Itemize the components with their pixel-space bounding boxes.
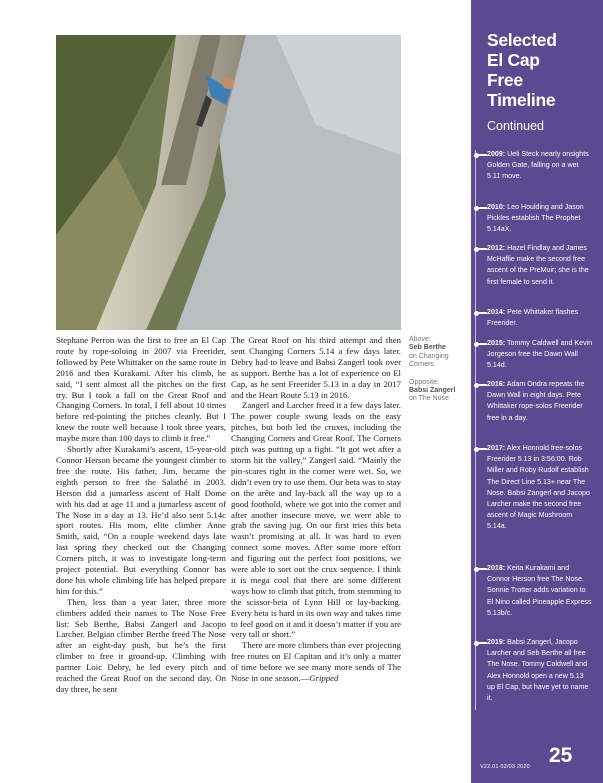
entry-text: Tommy Caldwell and Kevin Jorgeson free the Dawn Wall 5.14d. bbox=[487, 339, 593, 370]
paragraph: Then, less than a year later, three more climbers added their names to The Nose Free list: Seb Berthe, Babsi Zangerl and Jacopo Larcher. Belgian climber Berthe freed The Nose after an eight-day push, but he’s the first climber to free it ground-up. Climbing with partner Loic Debry, he led every pitch and reached the Great Roof on the second day. On day three, he sent bbox=[56, 596, 226, 694]
entry-text: Babsi Zangerl, Jacopo Larcher and Seb Berthe all free The Nose. Tommy Caldwell and Alex Honnold open a new 5.13 up El Cap, but have yet to name it. bbox=[487, 638, 589, 703]
timeline-marker bbox=[475, 207, 487, 209]
timeline-sidebar bbox=[471, 0, 603, 783]
caption-name: Babsi Zangerl bbox=[409, 387, 456, 395]
climbing-photo bbox=[56, 35, 401, 330]
signature: Gripped bbox=[309, 673, 339, 684]
timeline-marker bbox=[475, 154, 487, 156]
timeline-entry bbox=[487, 563, 593, 619]
timeline-marker bbox=[475, 568, 487, 570]
article-column-1 bbox=[56, 335, 226, 695]
paragraph-text: There are more climbers than ever projecting free routes on El Capitan and it’s only a matter of time before we see many more sends of The Nose in one season.— bbox=[231, 640, 401, 684]
title-line: El Cap bbox=[487, 50, 540, 70]
timeline-entry bbox=[487, 149, 593, 183]
timeline-entry bbox=[487, 307, 593, 329]
photo-caption bbox=[409, 336, 465, 413]
title-line: Free bbox=[487, 70, 523, 90]
entry-text: Alex Honnold free-solos Freerider 5.13 in 3:56:00. Rob Miller and Roby Rudolf establish The Direct Line 5.13+ near The Nose. Babsi Zangerl and Jacopo Larcher make the second free ascent of Magic Mushroom 5.14a. bbox=[487, 444, 590, 531]
paragraph: Stephane Perron was the first to free an El Cap route by rope-soloing in 2007 via Freerider, followed by Pete Whittaker on the same route in 2016 and then Kurakami. After his climb, he said, “I sent almost all the pitches on the first try. But I took a fall on the Great Roof and Changing Corners. In total, I fell about 10 times before red-pointing the pitches cleanly. But I knew the route well because I took three years, maybe more than 100 days to climb it free.” bbox=[56, 335, 226, 444]
entry-year: 2017: bbox=[487, 444, 506, 452]
timeline-marker bbox=[475, 448, 487, 450]
caption-text: on Changing Corners bbox=[409, 352, 449, 369]
timeline-marker bbox=[475, 248, 487, 250]
entry-year: 2015: bbox=[487, 339, 506, 347]
caption-name: Seb Berthe bbox=[409, 344, 446, 352]
timeline-marker bbox=[475, 384, 487, 386]
entry-year: 2014: bbox=[487, 308, 506, 316]
caption-label: Above: bbox=[409, 336, 431, 343]
title-line: Timeline bbox=[487, 90, 556, 110]
entry-text: Pete Whittaker flashes Freerider. bbox=[487, 308, 579, 328]
timeline-entry bbox=[487, 338, 593, 372]
timeline-entry bbox=[487, 637, 593, 704]
entry-text: Adam Ondra repeats the Dawn Wall in eight days. Pete Whittaker rope-solos Freerider free in a day. bbox=[487, 380, 585, 422]
entry-year: 2009: bbox=[487, 150, 506, 158]
timeline-entry bbox=[487, 202, 593, 236]
entry-year: 2018: bbox=[487, 564, 506, 572]
entry-year: 2010: bbox=[487, 203, 506, 211]
entry-year: 2016: bbox=[487, 380, 506, 388]
timeline-entry bbox=[487, 379, 593, 424]
entry-text: Ueli Steck nearly onsights Golden Gate, falling on a wet 5.11 move. bbox=[487, 150, 589, 181]
sidebar-subtitle: Continued bbox=[487, 119, 544, 133]
paragraph bbox=[231, 640, 401, 684]
entry-year: 2019: bbox=[487, 638, 506, 646]
timeline-entry bbox=[487, 243, 593, 288]
sidebar-title bbox=[487, 30, 597, 110]
page-number: 25 bbox=[549, 744, 573, 767]
entry-year: 2012: bbox=[487, 244, 506, 252]
title-line: Selected bbox=[487, 30, 557, 50]
timeline-marker bbox=[475, 312, 487, 314]
folio: V22.01 02/03 2020 bbox=[480, 764, 530, 770]
entry-text: Keita Kurakami and Connor Herson free The Nose. Sonnie Trotter adds variation to El Nino called Pineapple Express 5.13b/c. bbox=[487, 564, 592, 617]
entry-text: Leo Houlding and Jason Pickles establish The Prophet 5.14aX. bbox=[487, 203, 584, 234]
paragraph: Zangerl and Larcher freed it a few days later. The power couple swung leads on the easy pitches, but both led the cruxes, including the Changing Corners and Great Roof. The Corners pitch was putting up a fight. “It got wet after a storm hit the valley,” Zangerl said. “Mainly the pin-scares right in the corner were wet. So, we didn’t even try to use them. Our beta was to stay on the arête and lay-back all the way up to a good foothold, where we got into the corner and after another insecure move, we were able to grab the saving jug. On our first tries this beta wasn’t promising at all. It was hard to even connect some moves. After some more effort and figuring out the perfect foot positions, we were able to sort out the crux sequence. I think it is mega cool that there are some different ways how to climb that pitch, from stemming to the scissor-beta of Lynn Hill or lay-backing. Every beta is hard in its own way and takes time to feel good on it and it doesn’t matter if you are very tall or short.” bbox=[231, 400, 401, 640]
timeline-entry bbox=[487, 443, 593, 533]
timeline-marker bbox=[475, 343, 487, 345]
paragraph: Shortly after Kurakami’s ascent, 15-year-old Connor Herson became the youngest climber to free the route. His father, Jim, became the eighth person to free the Salathé in 2003. Herson did a jumarless ascent of Half Dome with his dad at age 11 and a jumarless ascent of The Nose in a day at 13. He’d also sent 5.14c sport routes. His mom, elite climber Anne Smith, said, “On a couple weekend days late last spring they checked out the Changing Corners pitch, it was to investigate long-term project potential. But everything Connor has done his whole climbing life has helped prepare him for this.” bbox=[56, 444, 226, 596]
article-column-2 bbox=[231, 335, 401, 684]
timeline-marker bbox=[475, 642, 487, 644]
entry-text: Hazel Findlay and James McHaffie make the second free ascent of the PreMuir; she is the first female to send it. bbox=[487, 244, 589, 286]
caption-text: on The Nose bbox=[409, 395, 449, 403]
caption-label: Opposite: bbox=[409, 378, 439, 386]
timeline-line bbox=[475, 150, 476, 710]
paragraph: The Great Roof on his third attempt and then sent Changing Corners 5.14 a few days later. Debry had to leave and Babsi Zangerl took over as support. Berthe has a lot of experience on El Cap, as he sent Freerider 5.13 in a day in 2017 and the Heart Route 5.13 in 2016. bbox=[231, 335, 401, 400]
